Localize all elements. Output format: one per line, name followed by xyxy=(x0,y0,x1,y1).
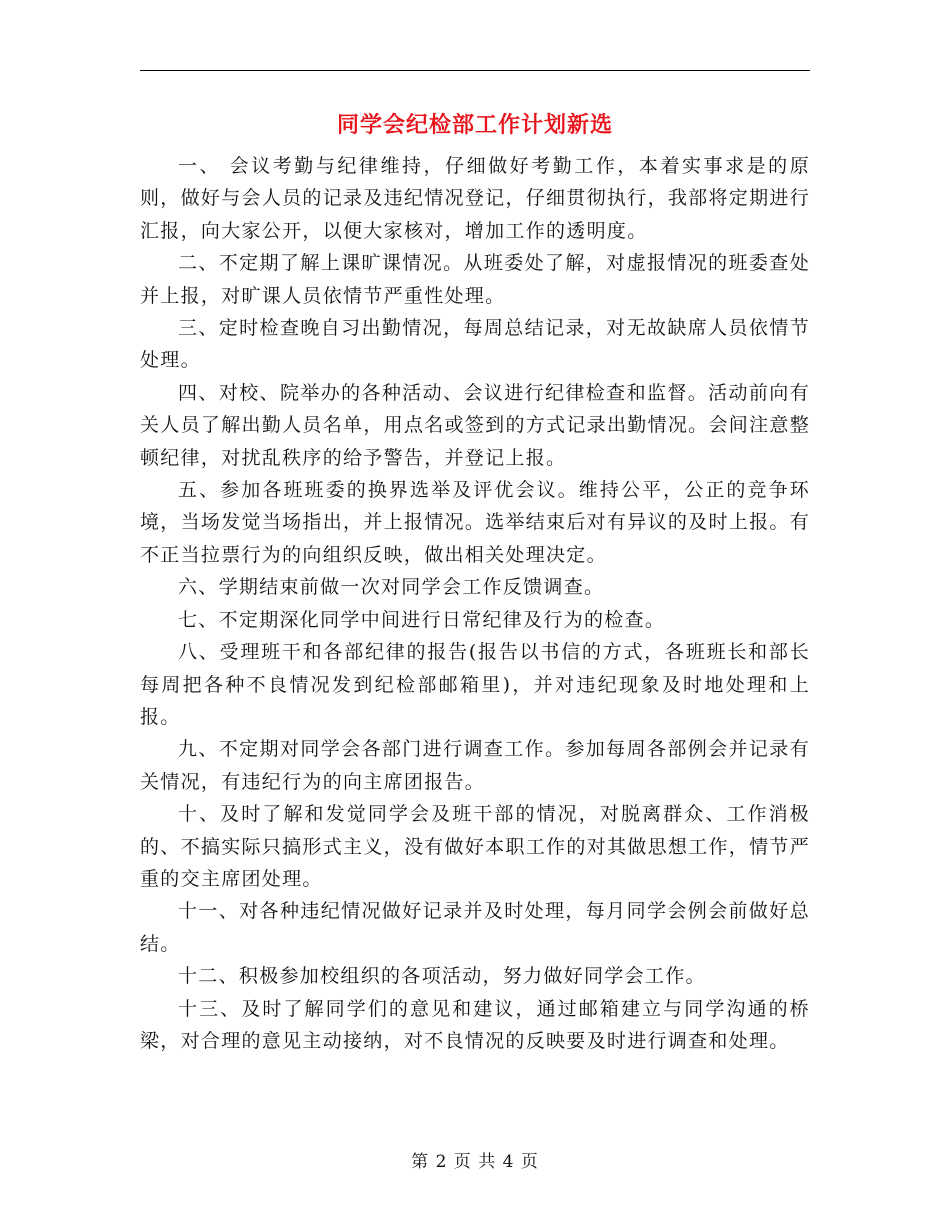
paragraph-6: 六、学期结束前做一次对同学会工作反馈调查。 xyxy=(178,576,605,599)
paragraph-5: 五、参加各班班委的换界选举及评优会议。维持公平，公正的竞争环境，当场发觉当场指出，并上报情况。选举结束后对有异议的及时上报。有不正当拉票行为的向组织反映，做出相关处理决定。 xyxy=(140,479,810,566)
footer-middle: 页 共 xyxy=(453,1152,497,1172)
paragraph-12: 十二、积极参加校组织的各项活动，努力做好同学会工作。 xyxy=(178,965,706,988)
paragraph-4: 四、对校、院举办的各种活动、会议进行纪律检查和监督。活动前向有关人员了解出勤人员名单，用点名或签到的方式记录出勤情况。会间注意整顿纪律，对扰乱秩序的给予警告，并登记上报。 xyxy=(140,381,810,469)
paragraph-7: 七、不定期深化同学中间进行日常纪律及行为的检查。 xyxy=(178,608,666,631)
header-rule xyxy=(140,70,810,71)
paragraph-13: 十三、及时了解同学们的意见和建议，通过邮箱建立与同学沟通的桥梁，对合理的意见主动接纳，对不良情况的反映要及时进行调查和处理。 xyxy=(140,997,810,1052)
paragraph-1: 一、 会议考勤与纪律维持，仔细做好考勤工作，本着实事求是的原则，做好与会人员的记录及违纪情况登记，仔细贯彻执行，我部将定期进行汇报，向大家公开，以便大家核对，增加工作的透明度。 xyxy=(140,155,810,242)
paragraph-10: 十、及时了解和发觉同学会及班干部的情况，对脱离群众、工作消极的、不搞实际只搞形式主义，没有做好本职工作的对其做思想工作，情节严重的交主席团处理。 xyxy=(140,803,810,890)
page-footer xyxy=(140,1150,810,1174)
document-title: 同学会纪检部工作计划新选 xyxy=(336,112,613,138)
paragraph-9: 九、不定期对同学会各部门进行调查工作。参加每周各部例会并记录有关情况，有违纪行为的向主席团报告。 xyxy=(140,738,810,793)
paragraph-3: 三、定时检查晚自习出勤情况，每周总结记录，对无故缺席人员依情节处理。 xyxy=(140,317,810,372)
footer-prefix: 第 xyxy=(411,1152,430,1172)
paragraph-2: 二、不定期了解上课旷课情况。从班委处了解，对虚报情况的班委查处并上报，对旷课人员依情节严重性处理。 xyxy=(140,252,810,307)
document-body xyxy=(140,150,810,1057)
footer-total-pages: 4 xyxy=(502,1152,515,1172)
footer-current-page: 2 xyxy=(435,1152,448,1172)
paragraph-11: 十一、对各种违纪情况做好记录并及时处理，每月同学会例会前做好总结。 xyxy=(140,900,810,955)
footer-suffix: 页 xyxy=(520,1152,539,1172)
paragraph-8: 八、受理班干和各部纪律的报告(报告以书信的方式，各班班长和部长每周把各种不良情况发到纪检部邮箱里)，并对违纪现象及时地处理和上报。 xyxy=(140,641,810,728)
